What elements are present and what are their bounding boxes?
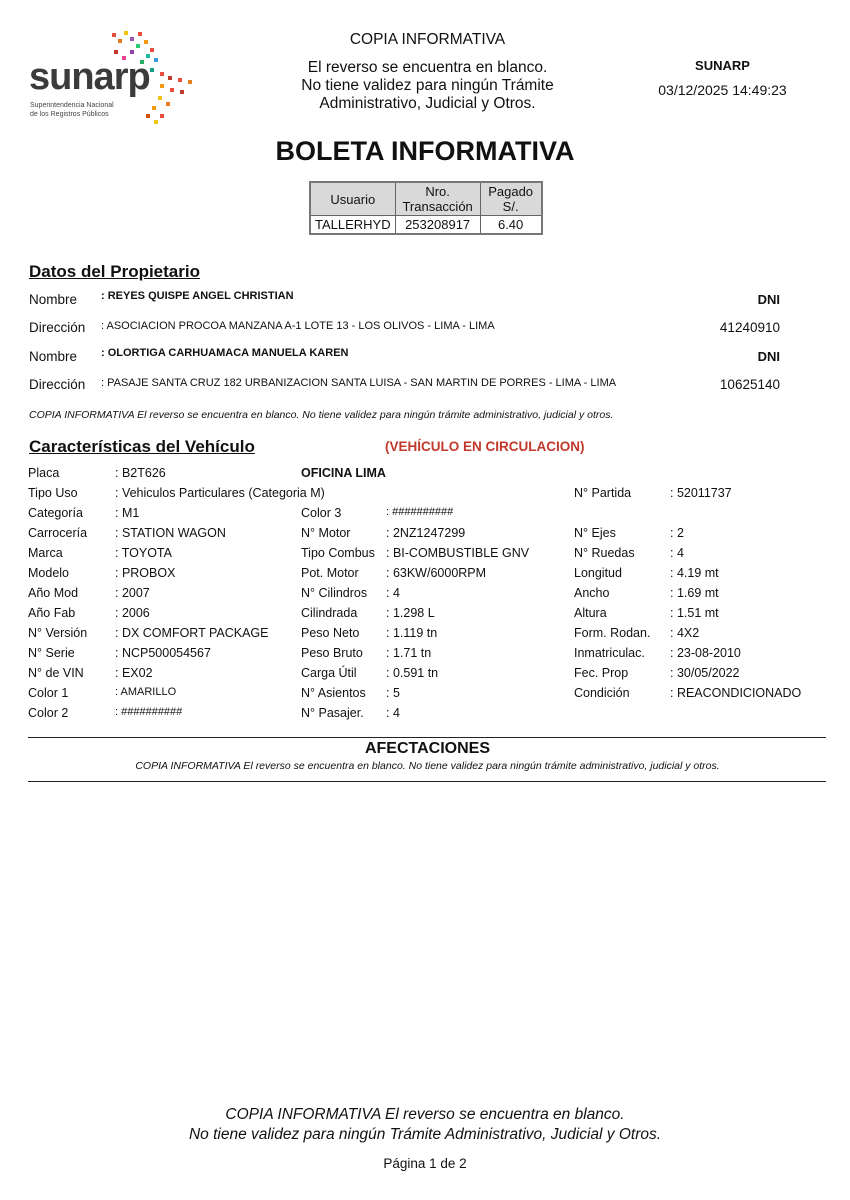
field-label: N° Motor xyxy=(301,526,351,540)
field-label: Peso Neto xyxy=(301,626,360,640)
field-label: N° de VIN xyxy=(28,666,84,680)
field-label: N° Ejes xyxy=(574,526,616,540)
field-label: N° Pasajer. xyxy=(301,706,364,720)
field-label: Color 1 xyxy=(28,686,69,700)
field-label: Ancho xyxy=(574,586,610,600)
field-label: N° Asientos xyxy=(301,686,366,700)
field-value: : EX02 xyxy=(115,666,153,680)
logo-subtitle xyxy=(30,101,114,119)
doc-number: 41240910 xyxy=(719,320,780,335)
field-label: Carrocería xyxy=(28,526,88,540)
field-value: : PROBOX xyxy=(115,566,176,580)
cell-usuario: TALLERHYD xyxy=(310,216,395,235)
field-value: : 23-08-2010 xyxy=(670,646,741,660)
page-number: Página 1 de 2 xyxy=(383,1156,467,1171)
notice-line: Administrativo, Judicial y Otros. xyxy=(319,95,536,112)
field-label: Categoría xyxy=(28,506,83,520)
field-label: Carga Útil xyxy=(301,666,357,680)
header-notice xyxy=(270,31,585,113)
field-label: Fec. Prop xyxy=(574,666,629,680)
owner-address: : ASOCIACION PROCOA MANZANA A-1 LOTE 13 - LOS OLIVOS - LIMA - LIMA xyxy=(101,320,495,332)
field-value: : M1 xyxy=(115,506,140,520)
field-value: : DX COMFORT PACKAGE xyxy=(115,626,269,640)
field-value: : ########## xyxy=(386,506,454,518)
doc-type: DNI xyxy=(757,349,780,364)
doc-number: 10625140 xyxy=(719,377,780,392)
copy-title: COPIA INFORMATIVA xyxy=(349,31,506,48)
field-value: : BI-COMBUSTIBLE GNV xyxy=(386,546,530,560)
field-label: Marca xyxy=(28,546,63,560)
table-header-row xyxy=(310,182,542,216)
field-value: : 4.19 mt xyxy=(670,566,719,580)
field-label: Peso Bruto xyxy=(301,646,363,660)
divider xyxy=(28,737,826,738)
field-value: : 1.51 mt xyxy=(670,606,719,620)
name-label: Nombre xyxy=(29,349,78,364)
field-value: : 4 xyxy=(386,706,400,720)
vehicle-row xyxy=(0,546,850,566)
field-value: : 4 xyxy=(670,546,684,560)
field-label: N° Partida xyxy=(574,486,632,500)
field-value: : 1.298 L xyxy=(386,606,435,620)
field-label: Tipo Uso xyxy=(28,486,78,500)
vehicle-row xyxy=(0,686,850,706)
field-value: : 1.119 tn xyxy=(386,626,438,640)
footer-line: No tiene validez para ningún Trámite Administrativo, Judicial y Otros. xyxy=(188,1126,662,1143)
field-value: : 1.71 tn xyxy=(386,646,432,660)
field-value: : 5 xyxy=(386,686,400,700)
field-label: Inmatriculac. xyxy=(574,646,645,660)
cell-pagado: 6.40 xyxy=(480,216,542,235)
logo-wordmark: sunarp xyxy=(29,56,150,98)
footer-notice xyxy=(0,1105,850,1145)
field-label: Color 2 xyxy=(28,706,69,720)
header-usuario: Usuario xyxy=(310,182,395,216)
field-value: : STATION WAGON xyxy=(115,526,226,540)
owner-name: : REYES QUISPE ANGEL CHRISTIAN xyxy=(101,290,294,302)
field-label: OFICINA LIMA xyxy=(301,466,386,480)
field-value: : B2T626 xyxy=(115,466,166,480)
header-pagado: Pagado S/. xyxy=(480,182,542,216)
field-value: : 30/05/2022 xyxy=(670,666,740,680)
vehicle-row xyxy=(0,566,850,586)
field-value: : 2 xyxy=(670,526,684,540)
notice-line: El reverso se encuentra en blanco. xyxy=(307,59,548,76)
field-label: N° Cilindros xyxy=(301,586,368,600)
field-value: : 1.69 mt xyxy=(670,586,719,600)
vehicle-heading: Características del Vehículo xyxy=(29,437,255,456)
field-label: Altura xyxy=(574,606,607,620)
page-title: BOLETA INFORMATIVA xyxy=(275,136,575,166)
vehicle-row xyxy=(0,486,850,506)
transaction-table xyxy=(309,181,543,235)
field-label: Placa xyxy=(28,466,60,480)
field-label: Cilindrada xyxy=(301,606,358,620)
field-value: : AMARILLO xyxy=(115,686,177,698)
table-row xyxy=(310,216,542,235)
header-transaccion: Nro. Transacción xyxy=(395,182,480,216)
vehicle-row xyxy=(0,666,850,686)
field-label: N° Versión xyxy=(28,626,88,640)
field-value: : TOYOTA xyxy=(115,546,172,560)
owners-note: COPIA INFORMATIVA El reverso se encuentra en blanco. No tiene validez para ningún trámite administrativo, judicial y otros. xyxy=(29,409,614,421)
doc-type: DNI xyxy=(757,292,780,307)
field-value: : Vehiculos Particulares (Categoria M) xyxy=(115,486,325,500)
divider xyxy=(28,781,826,782)
vehicle-row xyxy=(0,646,850,666)
afectaciones-note: COPIA INFORMATIVA El reverso se encuentra en blanco. No tiene validez para ningún trámite administrativo, judicial y otros. xyxy=(135,760,720,772)
logo-subtitle-line: de los Registros Públicos xyxy=(30,111,109,118)
vehicle-row xyxy=(0,586,850,606)
header-meta xyxy=(630,58,815,98)
vehicle-row xyxy=(0,526,850,546)
field-value: : 4X2 xyxy=(670,626,700,640)
vehicle-row xyxy=(0,466,850,486)
org-name: SUNARP xyxy=(695,58,750,73)
notice-line: No tiene validez para ningún Trámite xyxy=(301,77,554,94)
logo-subtitle-line: Superintendencia Nacional xyxy=(30,102,114,109)
field-label: Tipo Combus xyxy=(301,546,375,560)
field-label: Form. Rodan. xyxy=(574,626,651,640)
vehicle-row xyxy=(0,506,850,526)
field-label: Condición xyxy=(574,686,630,700)
footer-line: COPIA INFORMATIVA El reverso se encuentra en blanco. xyxy=(225,1106,625,1123)
field-value: : 0.591 tn xyxy=(386,666,439,680)
owners-heading: Datos del Propietario xyxy=(29,262,200,281)
field-value: : 52011737 xyxy=(670,486,732,500)
owner-address: : PASAJE SANTA CRUZ 182 URBANIZACION SANTA LUISA - SAN MARTIN DE PORRES - LIMA - LIMA xyxy=(101,377,617,389)
field-label: N° Ruedas xyxy=(574,546,635,560)
field-value: : 2006 xyxy=(115,606,150,620)
name-label: Nombre xyxy=(29,292,78,307)
vehicle-row xyxy=(0,606,850,626)
owner-name: : OLORTIGA CARHUAMACA MANUELA KAREN xyxy=(101,347,349,359)
field-label: Color 3 xyxy=(301,506,342,520)
field-value: : REACONDICIONADO xyxy=(670,686,802,700)
field-value: : NCP500054567 xyxy=(115,646,211,660)
field-value: : 63KW/6000RPM xyxy=(386,566,487,580)
vehicle-row xyxy=(0,706,850,726)
field-label: N° Serie xyxy=(28,646,75,660)
address-label: Dirección xyxy=(29,320,86,335)
afectaciones-heading: AFECTACIONES xyxy=(364,740,491,757)
field-value: : 2007 xyxy=(115,586,150,600)
vehicle-row xyxy=(0,626,850,646)
timestamp: 03/12/2025 14:49:23 xyxy=(658,82,787,98)
vehicle-status: (VEHÍCULO EN CIRCULACION) xyxy=(385,439,585,454)
address-label: Dirección xyxy=(29,377,86,392)
field-label: Año Mod xyxy=(28,586,79,600)
field-value: : 4 xyxy=(386,586,400,600)
field-value: : ########## xyxy=(115,706,183,718)
field-label: Modelo xyxy=(28,566,69,580)
field-value: : 2NZ1247299 xyxy=(386,526,466,540)
field-label: Pot. Motor xyxy=(301,566,359,580)
field-label: Año Fab xyxy=(28,606,76,620)
field-label: Longitud xyxy=(574,566,622,580)
cell-transaccion: 253208917 xyxy=(395,216,480,235)
